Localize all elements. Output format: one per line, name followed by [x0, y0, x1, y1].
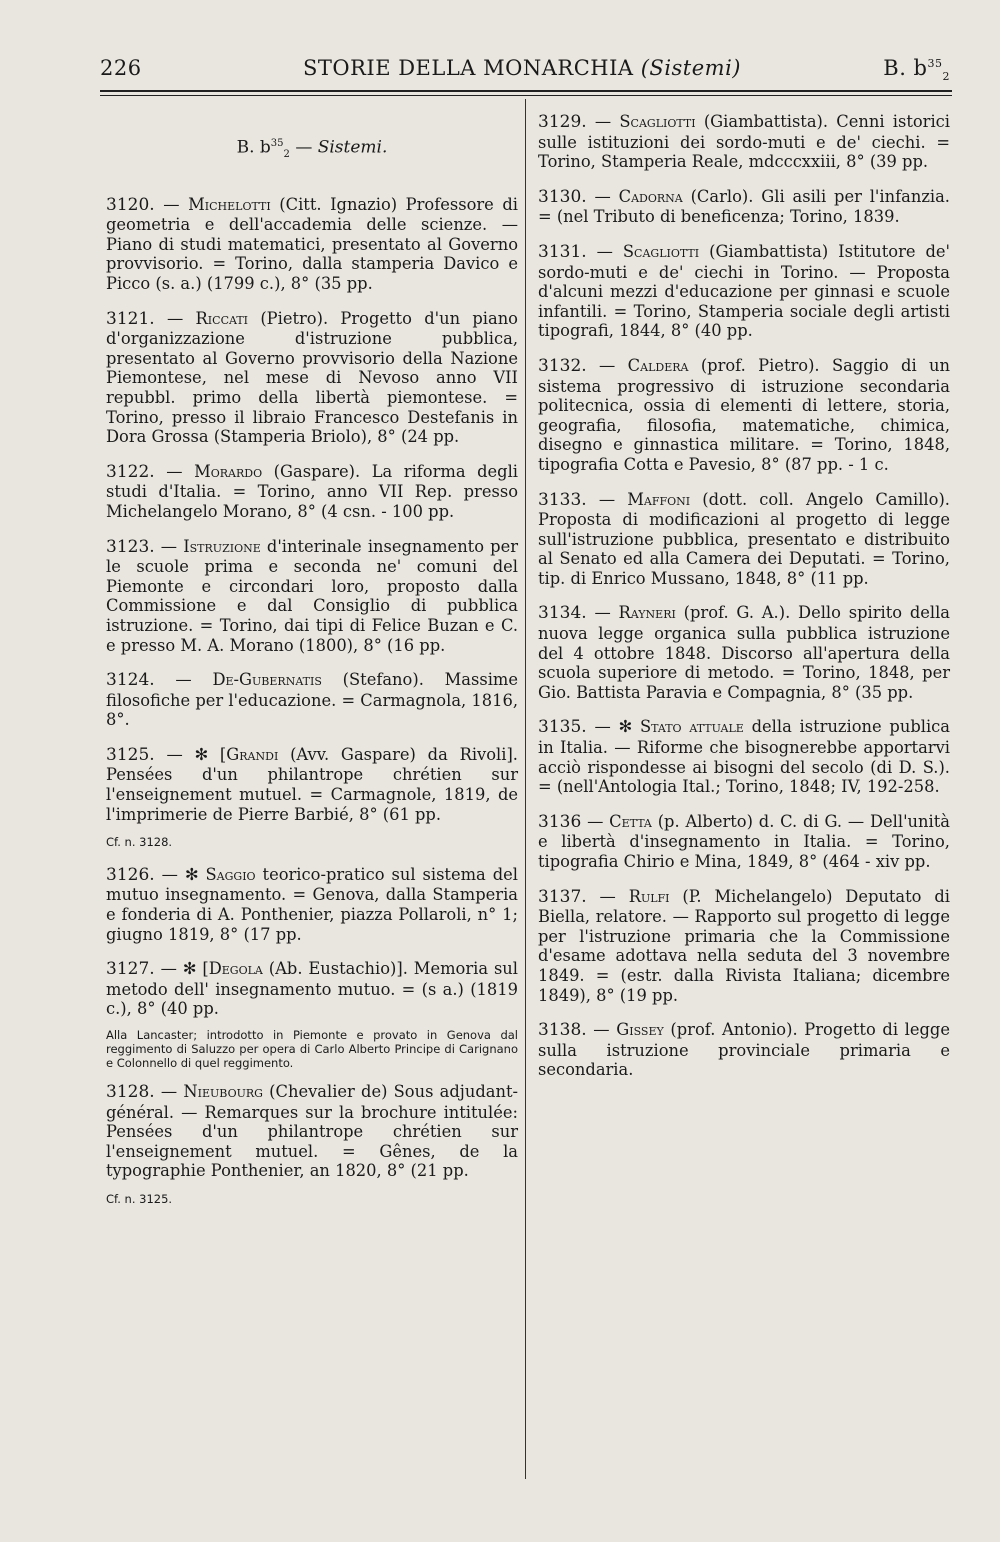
- entry-number: 3129.: [538, 112, 587, 132]
- entry-number: 3135.: [538, 717, 587, 738]
- entry-number: 3128.: [106, 1082, 155, 1103]
- entry-author: Cadorna: [618, 186, 683, 206]
- entry-author: Riccati: [195, 308, 249, 328]
- entry-number: 3133.: [538, 489, 587, 510]
- entry-author: Rayneri: [618, 603, 676, 623]
- signature-sub: 2: [942, 70, 950, 84]
- entry-text: (p. Alberto) d. C. di G. — Dell'unità e libertà d'insegnamento in Italia. = Torino, tipografia Chirio e Mina, 1849, 8° (464 - xiv pp.: [538, 811, 950, 871]
- entry-text: (Pietro). Progetto d'un piano d'organizzazione d'istruzione pubblica, presentato al Governo provvisorio della Nazione Piemontese, nel mese di Nevoso anno VII repubbl. primo della libertà piemontese. = Torino, presso il libraio Francesco Destefanis in Dora Grossa (Stamperia Briolo), 8° (24 pp.: [106, 308, 518, 447]
- entry-text: teorico-pratico sul sistema del mutuo insegnamento. = Genova, dalla Stamperia e fonderia di A. Ponthenier, piazza Pollaroli, n° 1; giugno 1819, 8° (17 pp.: [106, 864, 518, 944]
- entry-text: (Chevalier de) Sous adjudant-général. — Remarques sur la brochure intitulée: Pensées d'un philantrope chrétien sur l'enseignement mutuel. = Gênes, de la typographie Ponthenier, an 1820, 8° (21 pp.: [106, 1082, 518, 1181]
- entry-3127: 3127. — ✻ [Degola (Ab. Eustachio)]. Memoria sul metodo dell' insegnamento mutuo. = (s a.) (1819 c.), 8° (40 pp.: [106, 959, 518, 1019]
- signature-main: B. b: [883, 56, 928, 80]
- entry-text: d'interinale insegnamento per le scuole prima e seconda ne' comuni del Piemonte e circondari loro, proposto dalla Commissione e dal Consiglio di pubblica istruzione. = Torino, dai tipi di Felice Buzan e C. e presso M. A. Morano (1800), 8° (16 pp.: [106, 536, 518, 655]
- entry-3124: 3124. — De-Gubernatis (Stefano). Massime filosofiche per l'educazione. = Carmagnola, 1816, 8°.: [106, 670, 518, 730]
- cross-reference: Cf. n. 3128.: [106, 835, 173, 850]
- entry-text: (Avv. Gaspare) da Rivoli]. Pensées d'un philantrope chrétien sur l'enseignement mutuel. = Carmagnole, 1819, de l'imprimerie de Pierre Barbié, 8° (61 pp.: [106, 744, 518, 824]
- entry-text: (Carlo). Gli asili per l'infanzia. = (nel Tributo di beneficenza; Torino, 1839.: [538, 186, 950, 227]
- entry-number: 3120.: [106, 194, 155, 215]
- entry-number: 3137.: [538, 886, 587, 907]
- entry-author: Morardo: [194, 461, 263, 481]
- entry-text: (Citt. Ignazio) Professore di geometria e dell'accademia delle scienze. — Piano di studi matematici, presentato al Governo provvisorio. = Torino, dalla stamperia Davico e Picco (s. a.) (1799 c.), 8° (35 pp.: [106, 194, 518, 294]
- entry-author: Michelotti: [188, 194, 271, 214]
- entry-text: (prof. G. A.). Dello spirito della nuova legge organica sulla pubblica istruzione del 4 ottobre 1848. Discorso all'apertura della scuola superiore di metodo. = Torino, 1848, per Gio. Battista Paravia e Compagnia, 8° (35 pp.: [538, 603, 950, 702]
- entry-number: 3132.: [538, 355, 587, 376]
- entry-number: 3125.: [106, 744, 155, 765]
- entry-3128: 3128. — Nieubourg (Chevalier de) Sous adjudant-général. — Remarques sur la brochure intitulée: Pensées d'un philantrope chrétien sur l'enseignement mutuel. = Gênes, de la typographie Ponthenier, an 1820, 8° (21 pp.: [106, 1082, 518, 1181]
- entry-author: Istruzione: [183, 536, 261, 556]
- entry-text: (Ab. Eustachio)]. Memoria sul metodo dell' insegnamento mutuo. = (s a.) (1819 c.), 8° (40 pp.: [106, 959, 518, 1019]
- signature-sup: 35: [927, 57, 943, 70]
- column-divider: [525, 99, 526, 1479]
- entry-3137: 3137. — Rulfi (P. Michelangelo) Deputato di Biella, relatore. — Rapporto sul progetto di legge per l'istruzione primaria che la Commissione d'esame adottava nella seduta del 3 novembre 1849. = (estr. dalla Rivista Italiana; dicembre 1849), 8° (19 pp.: [538, 886, 950, 1005]
- entry-text: (Gaspare). La riforma degli studi d'Italia. = Torino, anno VII Rep. presso Michelangelo Morano, 8° (4 csn. - 100 pp.: [106, 461, 518, 521]
- entry-3120: 3120. — Michelotti (Citt. Ignazio) Professore di geometria e dell'accademia delle scienze. — Piano di studi matematici, presentato al Governo provvisorio. = Torino, dalla stamperia Davico e Picco (s. a.) (1799 c.), 8° (35 pp.: [106, 194, 518, 294]
- entry-number: 3134.: [538, 603, 587, 624]
- entry-number: 3124.: [106, 670, 155, 691]
- entry-3132: 3132. — Caldera (prof. Pietro). Saggio di un sistema progressivo di istruzione secondaria politecnica, ossia di elementi di lettere, storia, geografia, filosofia, matematiche, chimica, disegno e ginnastica militare. = Torino, 1848, tipografia Cotta e Pavesio, 8° (87 pp. - 1 c.: [538, 355, 950, 474]
- entry-3135: 3135. — ✻ Stato attuale della istruzione publica in Italia. — Riforme che bisognerebbe apportarvi acciò rispondesse ai bisogni del secolo (di D. S.). = (nell'Antologia Ital.; Torino, 1848; IV, 192-258.: [538, 717, 951, 797]
- entry-author: Gissey: [616, 1020, 664, 1040]
- entry-note: Alla Lancaster; introdotto in Piemonte e provato in Genova dal reggimento di Saluzzo per opera di Carlo Alberto Principe di Carignano e Colonnello di quel reggimento.: [106, 1028, 518, 1071]
- entry-text: (dott. coll. Angelo Camillo). Proposta di modificazioni al progetto di legge sull'istruzione pubblica, presentato e distribuito al Senato ed alla Camera dei Deputati. = Torino, tip. di Enrico Mussano, 1848, 8° (11 pp.: [538, 489, 950, 588]
- entry-3133: 3133. — Maffoni (dott. coll. Angelo Camillo). Proposta di modificazioni al progetto di legge sull'istruzione pubblica, presentato e distribuito al Senato ed alla Camera dei Deputati. = Torino, tip. di Enrico Mussano, 1848, 8° (11 pp.: [538, 489, 950, 588]
- entry-author: Nieubourg: [183, 1082, 263, 1102]
- entry-author: ✻ Stato attuale: [618, 717, 744, 737]
- running-title-text: STORIE DELLA MONARCHIA: [303, 56, 634, 80]
- entry-number: 3122.: [106, 461, 155, 482]
- entry-3131: 3131. — Scagliotti (Giambattista) Istitutore de' sordo-muti e de' ciechi in Torino. — Proposta d'alcuni mezzi d'educazione per ginnasi e scuole infantili. = Torino, Stamperia sociale degli artisti tipografi, 1844, 8° (40 pp.: [538, 241, 950, 341]
- entry-3136: 3136 — Cetta (p. Alberto) d. C. di G. — Dell'unità e libertà d'insegnamento in Italia. = Torino, tipografia Chirio e Mina, 1849, 8° (464 - xiv pp.: [538, 811, 950, 871]
- entry-author: ✻ [Degola: [182, 959, 263, 979]
- entry-number: 3136: [538, 811, 582, 832]
- entry-3123: 3123. — Istruzione d'interinale insegnamento per le scuole prima e seconda ne' comuni del Piemonte e circondari loro, proposto dalla Commissione e dal Consiglio di pubblica istruzione. = Torino, dai tipi di Felice Buzan e C. e presso M. A. Morano (1800), 8° (16 pp.: [106, 536, 518, 655]
- header-rule-thin: [100, 95, 952, 96]
- section-dash: —: [295, 137, 313, 158]
- section-title: Sistemi.: [317, 137, 388, 158]
- entry-author: Maffoni: [627, 489, 691, 509]
- entry-3122: 3122. — Morardo (Gaspare). La riforma degli studi d'Italia. = Torino, anno VII Rep. presso Michelangelo Morano, 8° (4 csn. - 100 pp.: [106, 461, 518, 521]
- running-title-italic: (Sistemi): [640, 56, 741, 80]
- entry-text: (prof. Antonio). Progetto di legge sulla istruzione provinciale primaria e secondaria.: [538, 1020, 950, 1080]
- entry-text: della istruzione publica in Italia. — Riforme che bisognerebbe apportarvi acciò rispondesse ai bisogni del secolo (di D. S.). = (nell'Antologia Ital.; Torino, 1848; IV, 192-258.: [538, 717, 951, 797]
- running-title: [303, 56, 741, 80]
- entry-3134: 3134. — Rayneri (prof. G. A.). Dello spirito della nuova legge organica sulla pubblica istruzione del 4 ottobre 1848. Discorso all'apertura della scuola superiore di metodo. = Torino, 1848, per Gio. Battista Paravia e Compagnia, 8° (35 pp.: [538, 603, 950, 702]
- entry-text: (Giambattista) Istitutore de' sordo-muti e de' ciechi in Torino. — Proposta d'alcuni mezzi d'educazione per ginnasi e scuole infantili. = Torino, Stamperia sociale degli artisti tipografi, 1844, 8° (40 pp.: [538, 241, 950, 341]
- section-sup: 35: [270, 138, 284, 149]
- entry-author: ✻ [Grandi: [194, 744, 279, 764]
- entry-number: 3126.: [106, 864, 155, 885]
- entry-number: 3127.: [106, 959, 155, 980]
- entry-3138: 3138. — Gissey (prof. Antonio). Progetto di legge sulla istruzione provinciale primaria e secondaria.: [538, 1020, 950, 1080]
- header-rule-thick: [100, 90, 952, 92]
- entry-author: ✻ Saggio: [184, 864, 256, 884]
- entry-number: 3131.: [538, 241, 587, 262]
- section-prefix: B. b: [236, 137, 271, 158]
- left-column: [106, 112, 518, 1222]
- entry-author: Cetta: [609, 811, 652, 831]
- entry-author: Rulfi: [628, 886, 670, 906]
- section-sub: 2: [283, 149, 290, 161]
- entry-3125: 3125. — ✻ [Grandi (Avv. Gaspare) da Rivoli]. Pensées d'un philantrope chrétien sur l'enseignement mutuel. = Carmagnole, 1819, de l'imprimerie de Pierre Barbié, 8° (61 pp.: [106, 744, 518, 824]
- entry-number: 3121.: [106, 308, 155, 329]
- entry-3121: 3121. — Riccati (Pietro). Progetto d'un piano d'organizzazione d'istruzione pubblica, presentato al Governo provvisorio della Nazione Piemontese, nel mese di Nevoso anno VII repubbl. primo della libertà piemontese. = Torino, presso il libraio Francesco Destefanis in Dora Grossa (Stamperia Briolo), 8° (24 pp.: [106, 308, 518, 447]
- entry-author: Scagliotti: [619, 112, 696, 131]
- entry-number: 3138.: [538, 1020, 587, 1041]
- running-header: [100, 56, 950, 90]
- cross-reference: Cf. n. 3125.: [106, 1191, 173, 1206]
- entry-author: Scagliotti: [622, 241, 700, 261]
- entry-text: (P. Michelangelo) Deputato di Biella, relatore. — Rapporto sul progetto di legge per l'istruzione primaria che la Commissione d'esame adottava nella seduta del 3 novembre 1849. = (estr. dalla Rivista Italiana; dicembre 1849), 8° (19 pp.: [538, 886, 950, 1005]
- entry-text: (Giambattista). Cenni istorici sulle istituzioni dei sordo-muti e de' ciechi. = Torino, Stamperia Reale, mdcccxxiii, 8° (39 pp.: [538, 112, 950, 172]
- entry-3130: 3130. — Cadorna (Carlo). Gli asili per l'infanzia. = (nel Tributo di beneficenza; Torino, 1839.: [538, 186, 950, 227]
- entry-text: (prof. Pietro). Saggio di un sistema progressivo di istruzione secondaria politecnica, ossia di elementi di lettere, storia, geografia, filosofia, matematiche, chimica, disegno e ginnastica militare. = Torino, 1848, tipografia Cotta e Pavesio, 8° (87 pp. - 1 c.: [538, 355, 950, 474]
- entry-author: De-Gubernatis: [212, 670, 322, 690]
- entry-3129: 3129. — Scagliotti (Giambattista). Cenni istorici sulle istituzioni dei sordo-muti e de' ciechi. = Torino, Stamperia Reale, mdcccxxiii, 8° (39 pp.: [538, 112, 950, 172]
- entry-author: Caldera: [627, 355, 689, 375]
- page-number: 226: [100, 56, 142, 80]
- entry-3126: 3126. — ✻ Saggio teorico-pratico sul sistema del mutuo insegnamento. = Genova, dalla Stamperia e fonderia di A. Ponthenier, piazza Pollaroli, n° 1; giugno 1819, 8° (17 pp.: [106, 864, 518, 944]
- entry-number: 3123.: [106, 536, 155, 557]
- entry-number: 3130.: [538, 186, 587, 207]
- entry-text: (Stefano). Massime filosofiche per l'educazione. = Carmagnola, 1816, 8°.: [106, 670, 518, 730]
- section-heading: [106, 134, 518, 165]
- right-column: [538, 112, 950, 1095]
- section-signature: [883, 56, 950, 83]
